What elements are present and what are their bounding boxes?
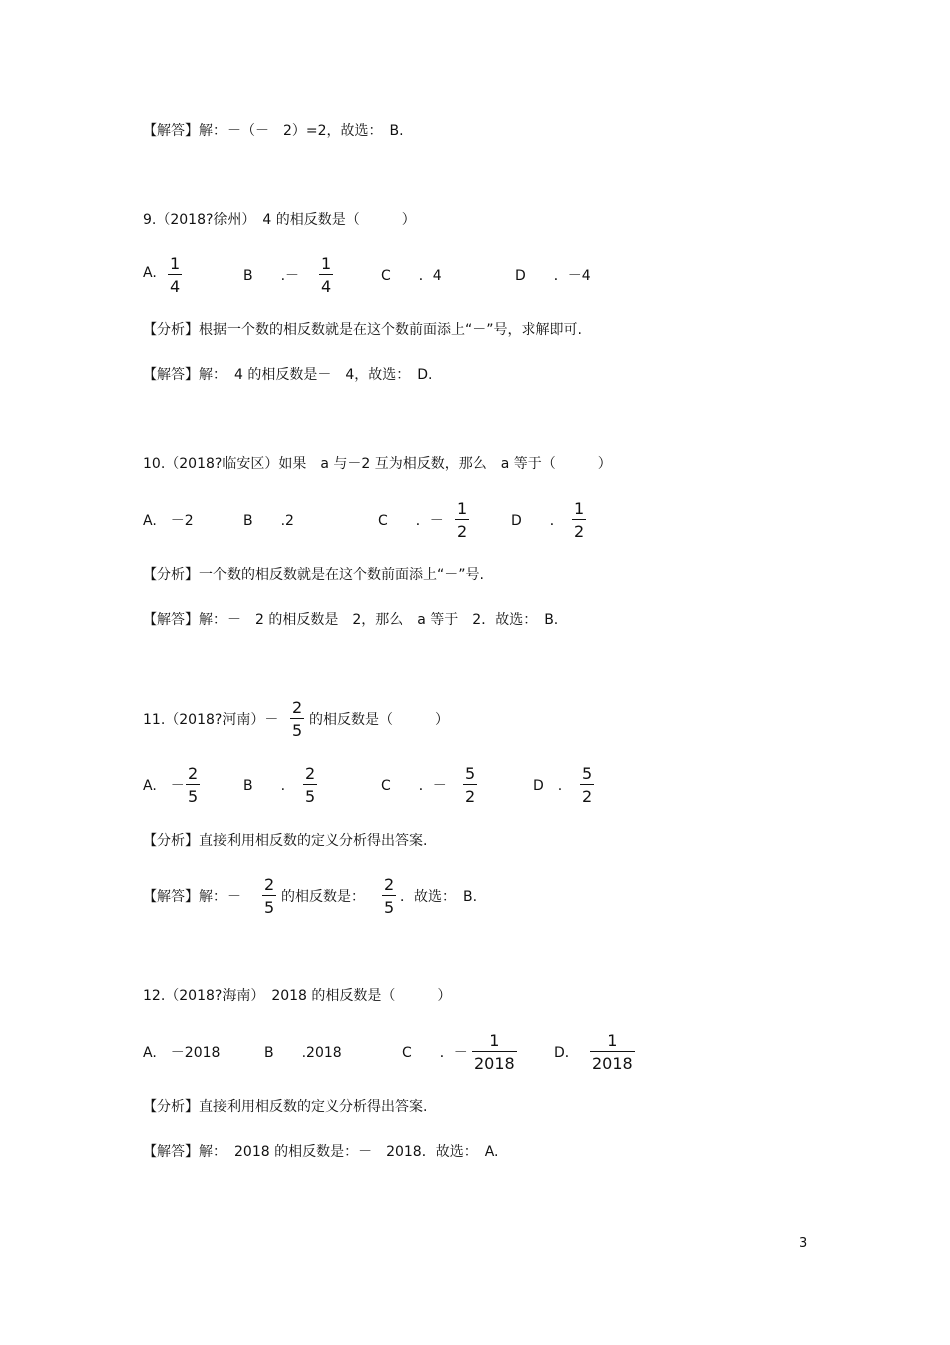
fraction-denominator: 5 (382, 895, 396, 918)
q10-option-c-fraction (455, 499, 469, 542)
fraction-numerator: 1 (607, 1031, 618, 1050)
fraction-denominator: 2 (463, 784, 477, 807)
fraction-numerator: 2 (292, 698, 303, 717)
q10-option-d-fraction (572, 499, 586, 542)
fraction-denominator: 5 (262, 895, 276, 918)
q11-analysis: 【分析】直接利用相反数的定义分析得出答案. (143, 833, 428, 849)
q11-option-b-fraction (303, 764, 317, 807)
fraction-denominator: 5 (303, 784, 317, 807)
q11-answer-suffix: ．故选： B. (400, 889, 478, 905)
q11-option-a-label: A. － (143, 778, 185, 794)
q9-analysis: 【分析】根据一个数的相反数就是在这个数前面添上“－”号，求解即可. (143, 322, 582, 338)
q11-answer-fraction-2 (382, 875, 396, 918)
q11-answer-middle: 的相反数是： (281, 889, 365, 905)
q11-answer-fraction-1 (262, 875, 276, 918)
fraction-denominator: 2 (455, 519, 469, 542)
q12-option-c-fraction (472, 1031, 517, 1074)
q11-option-a-fraction (186, 764, 200, 807)
q10-analysis: 【分析】一个数的相反数就是在这个数前面添上“－”号. (143, 567, 484, 583)
fraction-denominator: 2 (572, 519, 586, 542)
q11-stem-suffix: 的相反数是（ ） (309, 712, 449, 728)
q12-stem: 12.（2018?海南） 2018 的相反数是（ ） (143, 988, 452, 1004)
q9-option-c: C ．4 (381, 268, 442, 284)
fraction-denominator: 2018 (472, 1051, 517, 1074)
fraction-denominator: 4 (168, 274, 182, 297)
q11-option-d-label: D . (533, 778, 563, 794)
q11-answer-prefix: 【解答】解：－ (143, 889, 241, 905)
q10-option-c-label: C ．－ (378, 513, 444, 529)
fraction-numerator: 5 (582, 764, 593, 783)
fraction-denominator: 4 (319, 274, 333, 297)
fraction-numerator: 2 (264, 875, 275, 894)
q9-option-a-label: A. (143, 265, 157, 281)
fraction-numerator: 2 (188, 764, 199, 783)
fraction-numerator: 2 (384, 875, 395, 894)
page-number: 3 (799, 1236, 808, 1251)
fraction-denominator: 2018 (590, 1051, 635, 1074)
fraction-numerator: 1 (489, 1031, 500, 1050)
q12-answer: 【解答】解： 2018 的相反数是：－ 2018．故选： A. (143, 1144, 499, 1160)
q10-answer: 【解答】解：－ 2 的相反数是 2，那么 a 等于 2．故选： B. (143, 612, 559, 628)
q10-option-b: B .2 (243, 513, 294, 529)
q11-stem-fraction (290, 698, 304, 741)
fraction-numerator: 2 (305, 764, 316, 783)
fraction-denominator: 2 (580, 784, 594, 807)
q12-option-a: A. －2018 (143, 1045, 221, 1061)
q12-analysis: 【分析】直接利用相反数的定义分析得出答案. (143, 1099, 428, 1115)
q9-option-b-fraction (319, 254, 333, 297)
q10-option-d-label: D ． (511, 513, 564, 529)
q8-answer: 【解答】解：－（－ 2）=2，故选： B. (143, 123, 404, 139)
q10-stem: 10.（2018?临安区）如果 a 与－2 互为相反数，那么 a 等于（ ） (143, 456, 612, 472)
q11-option-d-fraction (580, 764, 594, 807)
fraction-numerator: 1 (457, 499, 468, 518)
q9-option-b-label: B .－ (243, 268, 300, 284)
q9-option-a-fraction (168, 254, 182, 297)
fraction-denominator: 5 (290, 718, 304, 741)
q12-option-d-fraction (590, 1031, 635, 1074)
q12-option-d-label: D． (554, 1045, 579, 1061)
fraction-numerator: 1 (574, 499, 585, 518)
q12-option-c-label: C ．－ (402, 1045, 468, 1061)
q11-option-c-fraction (463, 764, 477, 807)
q11-option-b-label: B . (243, 778, 286, 794)
q11-option-c-label: C ．－ (381, 778, 447, 794)
fraction-numerator: 5 (465, 764, 476, 783)
q9-stem: 9.（2018?徐州） 4 的相反数是（ ） (143, 212, 416, 228)
fraction-denominator: 5 (186, 784, 200, 807)
fraction-numerator: 1 (170, 254, 181, 273)
q10-option-a: A. －2 (143, 513, 194, 529)
q9-answer: 【解答】解： 4 的相反数是－ 4，故选： D. (143, 367, 433, 383)
fraction-numerator: 1 (321, 254, 332, 273)
q12-option-b: B .2018 (264, 1045, 342, 1061)
q11-stem-prefix: 11.（2018?河南）－ (143, 712, 279, 728)
q9-option-d: D ．－4 (515, 268, 591, 284)
